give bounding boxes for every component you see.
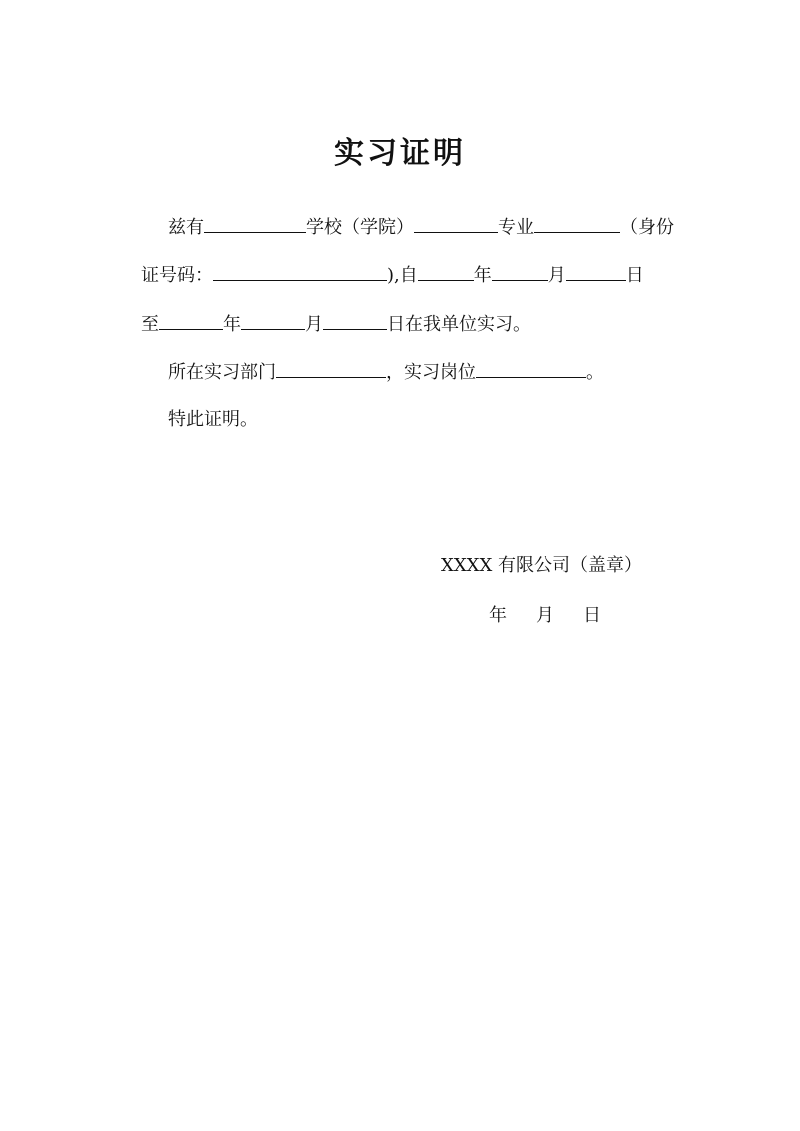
text-position: ，实习岗位 (386, 362, 476, 383)
id-number-blank (213, 260, 387, 281)
page-title: 实习证明 (334, 136, 466, 171)
end-month-blank (241, 309, 305, 330)
start-month-blank (492, 260, 548, 281)
text-day: 日 (625, 265, 644, 286)
text-end-month: 月 (305, 314, 323, 335)
department-blank (276, 357, 386, 378)
end-day-blank (323, 309, 387, 330)
text-certify: 特此证明。 (168, 409, 258, 430)
text-department: 所在实习部门 (168, 362, 276, 383)
sign-date-year: 年 (489, 605, 507, 626)
text-zi-you: 兹有 (168, 217, 204, 238)
major-name-blank (534, 212, 620, 233)
text-school: 学校（学院） (306, 217, 414, 238)
text-major: 专业 (498, 217, 534, 238)
company-seal-line: XXXX 有限公司（盖章） (441, 555, 642, 576)
body-line-3 (141, 309, 531, 339)
end-year-blank (159, 309, 223, 330)
text-id-prefix: （身份 (620, 217, 674, 238)
sign-date-day: 日 (583, 605, 601, 626)
text-month: 月 (547, 265, 566, 286)
text-year: 年 (473, 265, 492, 286)
text-to: 至 (141, 314, 159, 335)
body-line-5 (168, 406, 258, 434)
text-id-number: 证号码： (141, 265, 213, 286)
start-day-blank (566, 260, 626, 281)
body-line-4 (168, 357, 604, 387)
sign-date-month: 月 (536, 605, 554, 626)
start-year-blank (418, 260, 474, 281)
school-blank (204, 212, 306, 233)
text-period: 。 (586, 362, 604, 383)
position-blank (476, 357, 586, 378)
text-from: ),自 (387, 265, 418, 286)
text-internship: 日在我单位实习。 (387, 314, 531, 335)
body-line-1 (168, 212, 674, 242)
body-line-2 (141, 260, 644, 290)
major-blank (414, 212, 498, 233)
text-end-year: 年 (223, 314, 241, 335)
